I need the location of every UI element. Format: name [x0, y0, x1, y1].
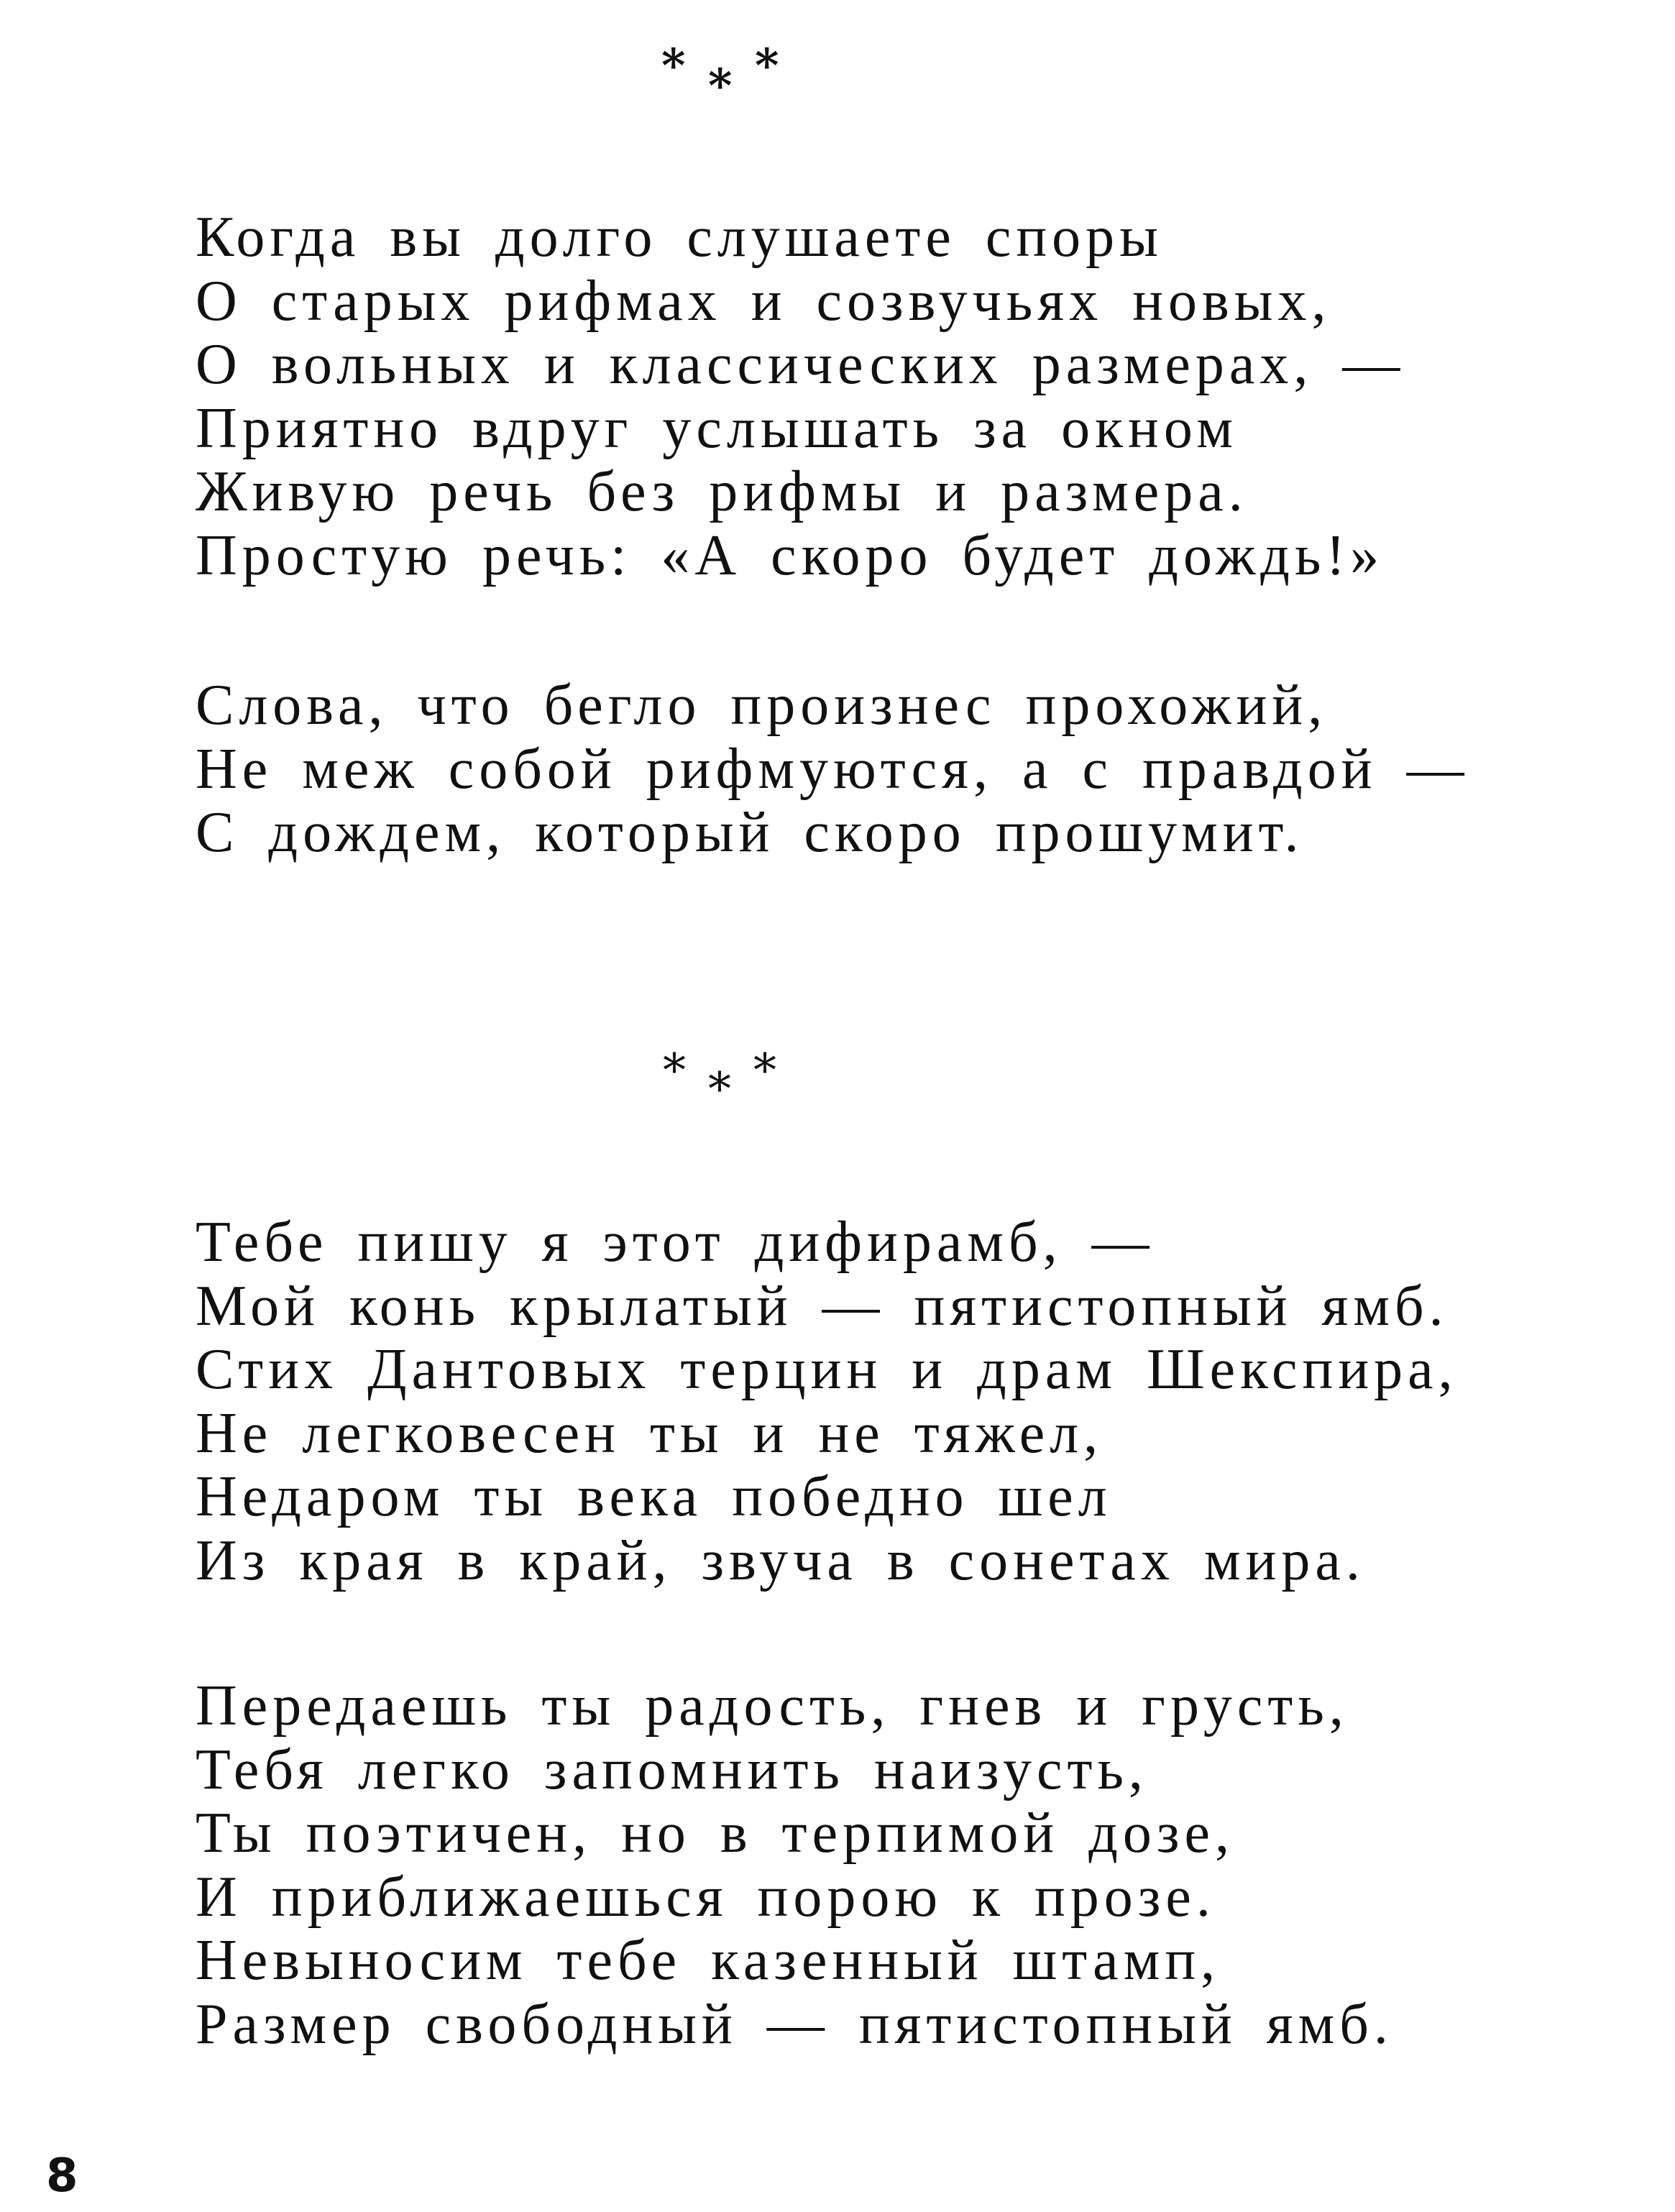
verse-line: Когда вы долго слушаете споры: [196, 206, 1163, 269]
verse-line: Тебе пишу я этот дифирамб, —: [196, 1211, 1155, 1274]
page-number: 8: [46, 2149, 78, 2203]
verse-line: Не меж собой рифмуются, а с правдой —: [196, 737, 1469, 801]
verse-line: И приближаешься порою к прозе.: [196, 1865, 1216, 1929]
section-separator-2: * * *: [663, 1045, 776, 1116]
verse-line: Простую речь: «А скоро будет дождь!»: [196, 523, 1385, 587]
verse-line: Ты поэтичен, но в терпимой дозе,: [196, 1802, 1235, 1865]
verse-line: Не легковесен ты и не тяжел,: [196, 1401, 1103, 1465]
verse-line: Передаешь ты радость, гнев и грусть,: [196, 1674, 1349, 1738]
verse-line: О старых рифмах и созвучьях новых,: [196, 269, 1331, 333]
verse-line: Размер свободный — пятистопный ямб.: [196, 1992, 1393, 2056]
section-separator-1: * * *: [661, 39, 779, 113]
verse-line: О вольных и классических размерах, —: [196, 333, 1405, 396]
verse-line: Слова, что бегло произнес прохожий,: [196, 674, 1328, 737]
poem-2-stanza-2: [196, 1674, 1393, 2056]
poem-1-stanza-1: [196, 206, 1405, 587]
verse-line: Стих Дантовых терцин и драм Шекспира,: [196, 1338, 1458, 1401]
verse-line: Приятно вдруг услышать за окном: [196, 396, 1238, 460]
verse-line: С дождем, который скоро прошумит.: [196, 801, 1304, 864]
verse-line: Недаром ты века победно шел: [196, 1465, 1112, 1528]
verse-line: Мой конь крылатый — пятистопный ямб.: [196, 1274, 1449, 1338]
poem-2-stanza-1: [196, 1211, 1458, 1592]
verse-line: Невыносим тебе казенный штамп,: [196, 1929, 1221, 1992]
verse-line: Из края в край, звуча в сонетах мира.: [196, 1528, 1365, 1592]
poem-1-stanza-2: [196, 674, 1469, 865]
verse-line: Тебя легко запомнить наизусть,: [196, 1738, 1148, 1802]
verse-line: Живую речь без рифмы и размера.: [196, 460, 1248, 523]
